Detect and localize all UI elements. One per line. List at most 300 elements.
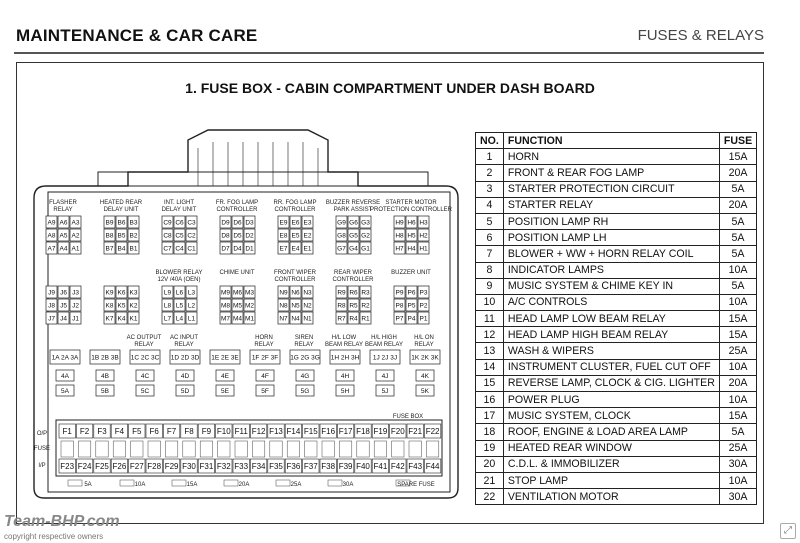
relay-row2-pin-label: J9 (48, 289, 55, 297)
relay-label-low: SIREN (294, 335, 314, 341)
header-rule (14, 52, 764, 54)
relay-label-low: HORN (255, 335, 273, 341)
relay-row3-mid-label: 4A (61, 373, 69, 380)
row-fuse-rating: 5A (719, 278, 756, 294)
fuse-body (113, 441, 125, 457)
fuse-body (131, 441, 143, 457)
relay-row1-pin-label: H5 (407, 232, 416, 240)
relay-row2-pin-label: L8 (163, 302, 172, 310)
fuse-label-top: F6 (149, 427, 159, 436)
row-function: C.D.L. & IMMOBILIZER (503, 456, 719, 472)
relay-row2-pin-label: K2 (129, 302, 138, 310)
relay-label-top: INT. LIGHT (163, 200, 195, 206)
relay-row3-mid-label: 4K (421, 373, 429, 380)
fuse-label-top: F18 (356, 427, 370, 436)
relay-row1-pin-label: D7 (221, 245, 230, 253)
fuse-label-top: F14 (286, 427, 301, 436)
relay-row1-pin-label: H7 (395, 245, 404, 253)
relay-row2-pin-label: P9 (395, 289, 404, 297)
relay-row1-pin-label: C7 (163, 245, 172, 253)
relay-label-low: BEAM RELAY (365, 342, 403, 348)
row-function: BLOWER + WW + HORN RELAY COIL (503, 246, 719, 262)
row-number: 16 (476, 392, 504, 408)
relay-row1-pin-label: A8 (47, 232, 56, 240)
relay-row3-bot-label: 5J (381, 388, 389, 395)
relay-row2-pin-label: K9 (105, 289, 114, 297)
relay-row3-bot-label: 5D (180, 388, 190, 395)
row-function: STARTER RELAY (503, 197, 719, 213)
relay-row3-top-label: 1E 2E 3E (211, 354, 239, 362)
col-no: NO. (476, 133, 504, 149)
relay-row2-pin-label: R3 (361, 289, 370, 297)
side-label-ip: I/P (38, 463, 46, 469)
fuse-body (78, 441, 90, 457)
row-fuse-rating: 10A (719, 359, 756, 375)
fuse-label-bottom: F28 (147, 462, 162, 471)
row-number: 10 (476, 294, 504, 310)
fuse-box-diagram (28, 128, 468, 518)
spare-fuse-label: 5A (84, 482, 92, 488)
relay-row3-top-label: 1D 2D 3D (170, 354, 200, 362)
row-function: STOP LAMP (503, 472, 719, 488)
relay-row2-pin-label: R2 (361, 302, 370, 310)
row-number: 11 (476, 311, 504, 327)
relay-row1-pin-label: A2 (71, 232, 80, 240)
relay-row3-mid-label: 4H (340, 373, 350, 380)
relay-row2-pin-label: R4 (349, 315, 358, 323)
fuse-body (322, 441, 334, 457)
relay-row2-pin-label: L3 (187, 289, 196, 297)
relay-row2-pin-label: R9 (337, 289, 346, 297)
page-title: 1. FUSE BOX - CABIN COMPARTMENT UNDER DASH BOARD (185, 80, 595, 96)
fuse-label-top: F21 (408, 427, 423, 436)
row-function: HEAD LAMP LOW BEAM RELAY (503, 311, 719, 327)
relay-row2-pin-label: N5 (291, 302, 300, 310)
spare-fuse-label: 10A (134, 482, 146, 488)
fuse-body (409, 441, 421, 457)
fuse-label-bottom: F27 (129, 462, 144, 471)
relay-row2-pin-label: L7 (163, 315, 172, 323)
fuse-label-top: F20 (390, 427, 405, 436)
relay-row1-pin-label: E9 (279, 219, 288, 227)
row-function: POSITION LAMP LH (503, 230, 719, 246)
row-function: ROOF, ENGINE & LOAD AREA LAMP (503, 424, 719, 440)
table-row (476, 327, 757, 343)
spare-fuse (224, 480, 238, 486)
row-number: 17 (476, 408, 504, 424)
fuse-label-bottom: F34 (251, 462, 266, 471)
spare-fuse (68, 480, 82, 486)
table-row (476, 230, 757, 246)
relay-row3-bot-label: 5G (300, 388, 310, 395)
relay-row1-pin-label: E8 (279, 232, 288, 240)
row-function: HEAD LAMP HIGH BEAM RELAY (503, 327, 719, 343)
zoom-icon[interactable]: ⤢ (780, 523, 796, 539)
relay-row1-pin-label: B1 (129, 245, 138, 253)
row-function: MUSIC SYSTEM & CHIME KEY IN (503, 278, 719, 294)
relay-label-mid: BUZZER UNIT (391, 270, 431, 276)
row-fuse-rating: 15A (719, 327, 756, 343)
relay-row3-bot-label: 5F (261, 388, 269, 395)
relay-row2-pin-label: L1 (187, 315, 196, 323)
row-fuse-rating: 30A (719, 456, 756, 472)
fuse-function-table (475, 132, 757, 505)
relay-row1-pin-label: E1 (303, 245, 312, 253)
relay-row2-pin-label: N9 (279, 289, 288, 297)
relay-row2-pin-label: J6 (60, 289, 67, 297)
relay-label-mid: CHIME UNIT (219, 270, 255, 276)
row-fuse-rating: 20A (719, 165, 756, 181)
spare-fuse (276, 480, 290, 486)
relay-row3-top-label: 1A 2A 3A (51, 354, 79, 362)
fuse-body (270, 441, 282, 457)
table-row (476, 392, 757, 408)
fuse-label-bottom: F41 (373, 462, 388, 471)
fuse-body (61, 441, 73, 457)
table-row (476, 424, 757, 440)
relay-row2-pin-label: P1 (419, 315, 428, 323)
row-fuse-rating: 5A (719, 181, 756, 197)
relay-row2-pin-label: M5 (232, 302, 243, 310)
relay-row2-pin-label: K6 (117, 289, 126, 297)
section-subtitle: FUSES & RELAYS (637, 27, 764, 44)
fuse-label-bottom: F32 (216, 462, 231, 471)
row-fuse-rating: 5A (719, 246, 756, 262)
row-fuse-rating: 15A (719, 149, 756, 165)
row-function: INDICATOR LAMPS (503, 262, 719, 278)
fuse-body (305, 441, 317, 457)
row-function: WASH & WIPERS (503, 343, 719, 359)
row-number: 13 (476, 343, 504, 359)
fuse-label-bottom: F23 (60, 462, 75, 471)
table-row (476, 343, 757, 359)
fuse-body (252, 441, 264, 457)
relay-row1-pin-label: G9 (337, 219, 346, 227)
row-fuse-rating: 15A (719, 311, 756, 327)
relay-row2-pin-label: J5 (60, 302, 67, 310)
row-function: POWER PLUG (503, 392, 719, 408)
relay-row2-pin-label: J2 (72, 302, 79, 310)
row-fuse-rating: 20A (719, 197, 756, 213)
watermark-copyright: copyright respective owners (4, 532, 104, 541)
spare-fuse (172, 480, 186, 486)
side-label-fuse: FUSE (33, 446, 51, 452)
relay-row1-pin-label: E3 (303, 219, 312, 227)
relay-row2-pin-label: N4 (291, 315, 300, 323)
spare-fuse-label: 20A (238, 482, 250, 488)
fuse-body (374, 441, 386, 457)
fuse-label-bottom: F26 (112, 462, 127, 471)
relay-label-low: H/L LOW (331, 335, 357, 341)
relay-row2-pin-label: L4 (175, 315, 184, 323)
fuse-body (392, 441, 404, 457)
table-row (476, 489, 757, 505)
relay-row2-pin-label: R6 (349, 289, 358, 297)
spare-fuse (328, 480, 342, 486)
relay-row2-pin-label: K7 (105, 315, 114, 323)
relay-row2-pin-label: K8 (105, 302, 114, 310)
fuse-body (148, 441, 160, 457)
fuse-label-top: F15 (303, 427, 318, 436)
col-fuse: FUSE (719, 133, 756, 149)
relay-row2-pin-label: L2 (187, 302, 196, 310)
relay-row2-pin-label: R7 (337, 315, 346, 323)
relay-row1-pin-label: D5 (233, 232, 242, 240)
fuse-label-bottom: F37 (303, 462, 318, 471)
relay-row2-pin-label: K1 (129, 315, 138, 323)
fuse-label-bottom: F29 (164, 462, 179, 471)
row-function: HEATED REAR WINDOW (503, 440, 719, 456)
relay-row1-pin-label: E5 (291, 232, 300, 240)
relay-row1-pin-label: C3 (187, 219, 196, 227)
relay-row1-pin-label: A7 (47, 245, 56, 253)
relay-label-top: RR. FOG LAMP (273, 200, 317, 206)
table-row (476, 197, 757, 213)
housing-top-rail (98, 172, 428, 186)
row-number: 21 (476, 472, 504, 488)
row-function: FRONT & REAR FOG LAMP (503, 165, 719, 181)
fuse-label-top: F19 (373, 427, 388, 436)
row-number: 14 (476, 359, 504, 375)
row-number: 22 (476, 489, 504, 505)
relay-label-top: DELAY UNIT (161, 207, 197, 213)
housing-ribs (198, 142, 318, 186)
relay-row3-top-label: 1J 2J 3J (372, 354, 398, 362)
relay-row1-pin-label: C2 (187, 232, 196, 240)
row-number: 12 (476, 327, 504, 343)
relay-row1-pin-label: B9 (105, 219, 114, 227)
relay-row3-top-label: 1C 2C 3C (130, 354, 160, 362)
table-row (476, 311, 757, 327)
relay-row1-pin-label: G5 (349, 232, 358, 240)
relay-label-top: PARK ASSIST (333, 207, 373, 213)
row-fuse-rating: 5A (719, 213, 756, 229)
relay-row2-pin-label: P4 (407, 315, 416, 323)
relay-row2-pin-label: R8 (337, 302, 346, 310)
relay-row3-mid-label: 4E (221, 373, 229, 380)
relay-row3-top-label: 1G 2G 3G (290, 354, 320, 362)
fuse-label-bottom: F24 (77, 462, 92, 471)
row-fuse-rating: 30A (719, 489, 756, 505)
row-function: REVERSE LAMP, CLOCK & CIG. LIGHTER (503, 375, 719, 391)
relay-row2-pin-label: J4 (60, 315, 67, 323)
relay-row1-pin-label: D1 (245, 245, 254, 253)
relay-row1-pin-label: D3 (245, 219, 254, 227)
row-fuse-rating: 25A (719, 440, 756, 456)
fuse-label-bottom: F44 (425, 462, 440, 471)
row-function: POSITION LAMP RH (503, 213, 719, 229)
table-row (476, 149, 757, 165)
fuse-body (357, 441, 369, 457)
relay-label-top: BUZZER REVERSE (325, 200, 381, 206)
relay-row2-pin-label: M4 (232, 315, 243, 323)
relay-label-top: FR. FOG LAMP (215, 200, 259, 206)
relay-row3-top-label: 1B 2B 3B (91, 354, 119, 362)
fuse-body (235, 441, 247, 457)
relay-row3-bot-label: 5A (61, 388, 69, 395)
row-number: 20 (476, 456, 504, 472)
fuse-label-top: F22 (425, 427, 440, 436)
relay-row1-pin-label: C5 (175, 232, 184, 240)
fuse-label-bottom: F40 (356, 462, 370, 471)
spare-fuse-label: 30A (342, 482, 354, 488)
relay-row1-pin-label: B6 (117, 219, 126, 227)
relay-label-top: RELAY (53, 207, 73, 213)
table-row (476, 359, 757, 375)
relay-row2-pin-label: N2 (303, 302, 312, 310)
relay-row2-pin-label: L5 (175, 302, 184, 310)
watermark-brand: Team-BHP.com (4, 513, 120, 530)
relay-label-low: AC OUTPUT (126, 335, 162, 341)
spare-fuse-label: SPARE FUSE (397, 482, 435, 488)
relay-row2-pin-label: K3 (129, 289, 138, 297)
fuse-body (96, 441, 108, 457)
relay-label-top: CONTROLLER (216, 207, 258, 213)
relay-row2-pin-label: L9 (163, 289, 172, 297)
fuse-body (183, 441, 195, 457)
row-number: 6 (476, 230, 504, 246)
fuse-label-bottom: F36 (286, 462, 301, 471)
relay-row2-pin-label: P2 (419, 302, 428, 310)
relay-row2-pin-label: N1 (303, 315, 312, 323)
relay-row2-pin-label: M7 (220, 315, 231, 323)
fuse-label-top: F9 (201, 427, 212, 436)
fuse-box-drawing (28, 128, 468, 518)
spare-fuse (120, 480, 134, 486)
relay-row2-pin-label: M6 (232, 289, 243, 297)
row-function: HORN (503, 149, 719, 165)
relay-row1-pin-label: H9 (395, 219, 404, 227)
relay-row1-pin-label: B2 (129, 232, 138, 240)
row-function: INSTRUMENT CLUSTER, FUEL CUT OFF (503, 359, 719, 375)
table-row (476, 375, 757, 391)
relay-row1-pin-label: H8 (395, 232, 404, 240)
relay-row1-pin-label: D4 (233, 245, 242, 253)
relay-row1-pin-label: H2 (419, 232, 428, 240)
section-title: MAINTENANCE & CAR CARE (16, 26, 258, 45)
row-number: 7 (476, 246, 504, 262)
relay-row1-pin-label: G3 (361, 219, 370, 227)
fuse-label-top: F12 (251, 427, 266, 436)
relay-row1-pin-label: G6 (349, 219, 358, 227)
fuse-label-bottom: F43 (408, 462, 423, 471)
relay-row3-bot-label: 5C (140, 388, 150, 395)
relay-label-low: H/L HIGH (371, 335, 397, 341)
row-number: 9 (476, 278, 504, 294)
relay-row1-pin-label: H6 (407, 219, 416, 227)
relay-row1-pin-label: C6 (175, 219, 184, 227)
table-row (476, 408, 757, 424)
relay-row3-bot-label: 5B (101, 388, 109, 395)
relay-row2-pin-label: P6 (407, 289, 416, 297)
fuse-body (426, 441, 438, 457)
relay-row1-pin-label: B7 (105, 245, 114, 253)
relay-label-mid: CONTROLLER (332, 277, 374, 283)
table-row (476, 213, 757, 229)
row-fuse-rating: 25A (719, 343, 756, 359)
relay-label-top: CONTROLLER (274, 207, 316, 213)
relay-row2-pin-label: J1 (72, 315, 79, 323)
row-fuse-rating: 5A (719, 230, 756, 246)
relay-row1-pin-label: C1 (187, 245, 196, 253)
relay-row2-pin-label: R1 (361, 315, 370, 323)
row-fuse-rating: 10A (719, 472, 756, 488)
table-row (476, 262, 757, 278)
relay-row2-pin-label: J8 (48, 302, 55, 310)
col-function: FUNCTION (503, 133, 719, 149)
relay-label-low: BEAM RELAY (325, 342, 363, 348)
relay-label-low: RELAY (134, 342, 154, 348)
relay-label-low: AC INPUT (169, 335, 199, 341)
relay-label-mid: REAR WIPER (333, 270, 373, 276)
row-number: 18 (476, 424, 504, 440)
fuse-label-bottom: F33 (234, 462, 249, 471)
relay-row1-pin-label: A4 (59, 245, 68, 253)
relay-row3-bot-label: 5E (221, 388, 229, 395)
relay-row2-pin-label: K4 (117, 315, 126, 323)
relay-label-top: DELAY UNIT (103, 207, 139, 213)
fuse-body (339, 441, 351, 457)
row-number: 3 (476, 181, 504, 197)
fuse-label-bottom: F35 (269, 462, 283, 471)
relay-row2-pin-label: P5 (407, 302, 416, 310)
relay-label-mid: 12V /40A (OEN) (157, 277, 201, 283)
relay-row1-pin-label: E4 (291, 245, 300, 253)
fuse-label-top: F11 (234, 427, 248, 436)
fuse-label-bottom: F31 (199, 462, 214, 471)
relay-row2-pin-label: N7 (279, 315, 288, 323)
relay-row1-pin-label: G2 (361, 232, 370, 240)
relay-row2-pin-label: P3 (419, 289, 428, 297)
row-number: 15 (476, 375, 504, 391)
relay-row2-pin-label: P8 (395, 302, 404, 310)
relay-label-low: RELAY (414, 342, 434, 348)
table-row (476, 472, 757, 488)
relay-row1-pin-label: D9 (221, 219, 230, 227)
fuse-label-bottom: F42 (390, 462, 405, 471)
relay-row1-pin-label: B8 (105, 232, 114, 240)
row-number: 19 (476, 440, 504, 456)
row-number: 5 (476, 213, 504, 229)
fuse-label-top: F16 (321, 427, 336, 436)
row-fuse-rating: 10A (719, 392, 756, 408)
fuse-body (287, 441, 299, 457)
relay-label-top: STARTER MOTOR (385, 200, 437, 206)
relay-row3-mid-label: 4F (261, 373, 269, 380)
row-fuse-rating: 10A (719, 294, 756, 310)
fuse-label-top: F3 (97, 427, 107, 436)
relay-row2-pin-label: M8 (220, 302, 231, 310)
relay-row1-pin-label: A9 (47, 219, 56, 227)
relay-row3-mid-label: 4G (300, 373, 310, 380)
table-row (476, 294, 757, 310)
relay-row1-pin-label: A5 (59, 232, 68, 240)
relay-row1-pin-label: B4 (117, 245, 126, 253)
relay-label-mid: BLOWER RELAY (155, 270, 203, 276)
relay-row3-top-label: 1F 2F 3F (251, 354, 279, 362)
relay-row3-bot-label: 5K (421, 388, 429, 395)
fuse-label-top: F7 (166, 427, 177, 436)
relay-row2-pin-label: M2 (244, 302, 255, 310)
relay-row2-pin-label: L6 (175, 289, 184, 297)
relay-row2-pin-label: M3 (244, 289, 255, 297)
fuse-body (165, 441, 177, 457)
relay-row3-mid-label: 4C (140, 373, 150, 380)
relay-label-mid: CONTROLLER (274, 277, 316, 283)
fuse-label-top: F8 (184, 427, 194, 436)
relay-row1-pin-label: C9 (163, 219, 172, 227)
relay-row2-pin-label: J7 (48, 315, 55, 323)
